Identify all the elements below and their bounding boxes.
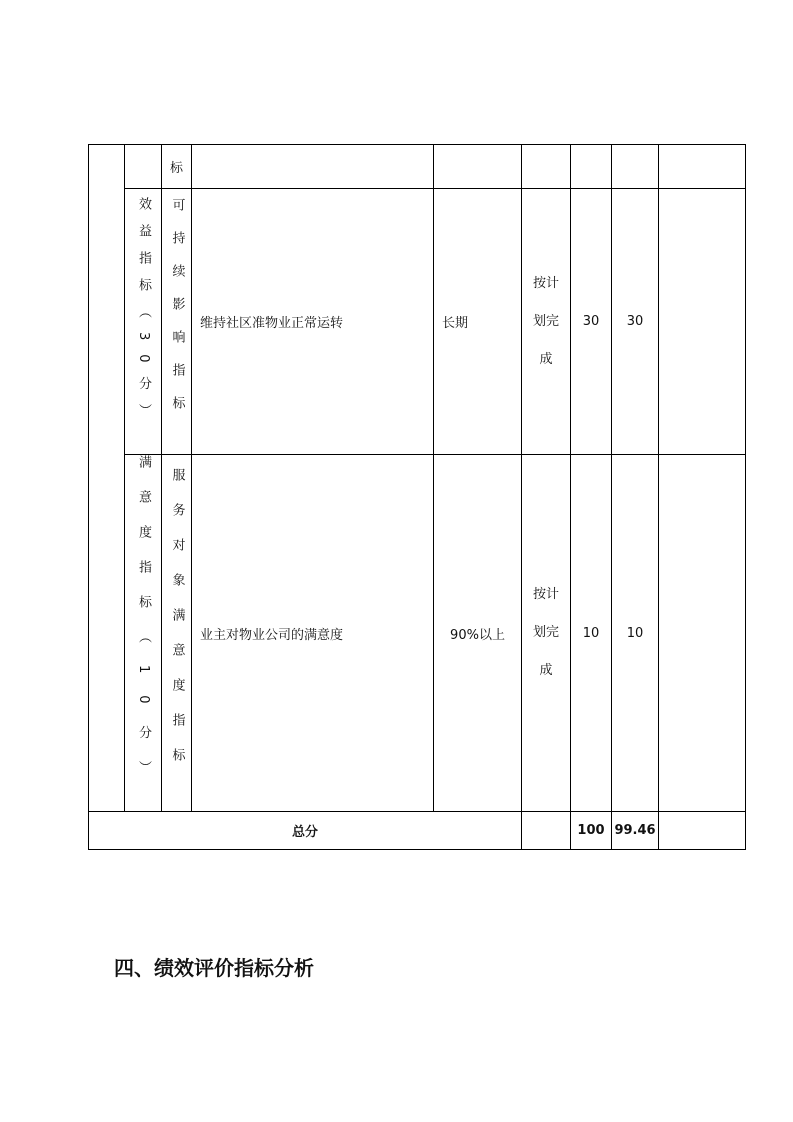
indicator-cell: 业主对物业公司的满意度 [192,455,434,812]
note-cell [659,455,746,812]
level3-cell [162,455,192,812]
note-cell [659,189,746,455]
level2-label: 效益指标（30分） [136,196,151,431]
target-cell: 长期 [434,189,522,455]
indicator-cell: 维持社区准物业正常运转 [192,189,434,455]
actual-label: 按计划完成 [532,587,559,679]
table-row-total [89,812,746,850]
score-cell-empty [612,145,659,189]
table-row-continuation [89,145,746,189]
total-weight-cell: 100 [571,812,612,850]
actual-cell [522,455,571,812]
weight-cell: 30 [571,189,612,455]
level2-label: 满意度指标（10分） [136,455,151,796]
total-actual-cell [522,812,571,850]
target-cell-empty [434,145,522,189]
performance-table [88,144,746,850]
section-heading: 四、绩效评价指标分析 [114,956,314,980]
level2-cell [125,189,162,455]
table-row-benefit [89,189,746,455]
actual-cell [522,189,571,455]
score-cell: 30 [612,189,659,455]
indicator-cell-empty [192,145,434,189]
level1-cell [89,145,125,812]
level3-label: 服务对象满意度指标 [169,467,185,783]
weight-cell-empty [571,145,612,189]
level3-cell: 标 [162,145,192,189]
level3-cell [162,189,192,455]
weight-cell: 10 [571,455,612,812]
total-label-cell: 总分 [89,812,522,850]
total-score-cell: 99.46 [612,812,659,850]
actual-label: 按计划完成 [532,275,559,367]
target-cell: 90%以上 [434,455,522,812]
score-cell: 10 [612,455,659,812]
level2-cell [125,455,162,812]
level3-label: 可持续影响指标 [169,198,185,430]
actual-cell-empty [522,145,571,189]
note-cell-empty [659,145,746,189]
level2-cell-empty [125,145,162,189]
table-row-satisfaction [89,455,746,812]
total-note-cell [659,812,746,850]
